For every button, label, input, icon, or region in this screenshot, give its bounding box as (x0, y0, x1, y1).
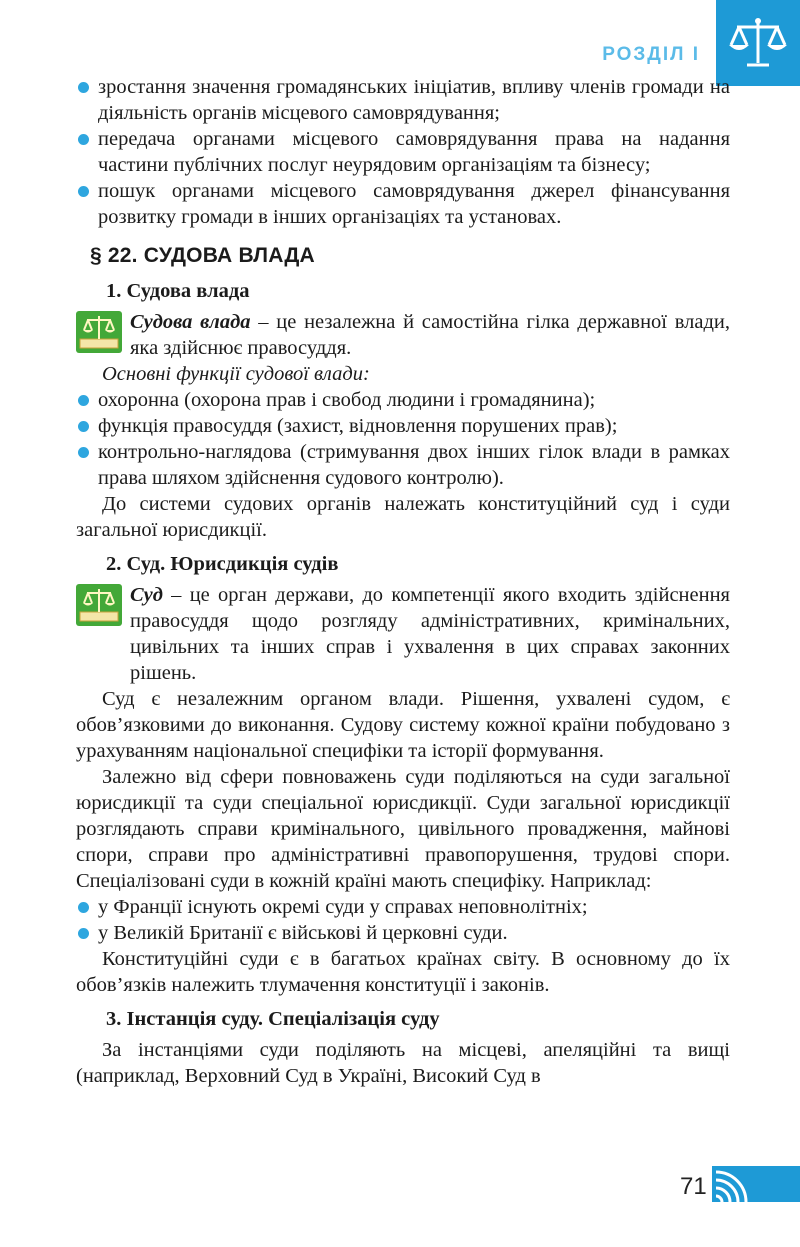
definition-block-court (76, 582, 730, 686)
list-item: зростання значення громадянських ініціатив, впливу членів громади на діяльність органів місцевого самоврядування; (76, 74, 730, 126)
body-paragraph: Суд є незалежним органом влади. Рішення, ухвалені судом, є обов’язковими до виконання. Судову систему кожної країни побудовано з урахуванням національної специфіки та історії формування. (76, 688, 730, 762)
bullet-icon (78, 902, 89, 913)
body-paragraph: До системи судових органів належать конституційний суд і суди загальної юрисдикції. (76, 493, 730, 541)
section-2-title: 2. Суд. Юрисдикція судів (106, 553, 339, 575)
scales-icon (727, 15, 789, 71)
signal-waves-icon (712, 1166, 752, 1202)
body-paragraph: Залежно від сфери повноважень суди поділяються на суди загальної юрисдикції та суди спеціальної юрисдикції. Суди загальної юрисдикції розглядають справи кримінального, цивільного провадження, майнові спори, справи про адміністративні правопорушення, трудові спори. Спеціалізовані суди в кожній країні мають специфіку. Наприклад: (76, 766, 730, 892)
section-1-title: 1. Судова влада (106, 280, 250, 302)
list-item: охоронна (охорона прав і свобод людини і громадянина); (76, 387, 730, 413)
paragraph-title: § 22. СУДОВА ВЛАДА (90, 244, 315, 267)
page-content (76, 74, 730, 1089)
bullet-icon (78, 134, 89, 145)
bullet-icon (78, 928, 89, 939)
definition-text: Судова влада – це незалежна й самостійна гілка державної влади, яка здійснює правосуддя. (130, 311, 730, 359)
list-item: пошук органами місцевого самоврядування джерел фінансування розвитку громади в інших організаціях та установах. (76, 178, 730, 230)
bullet-icon (78, 395, 89, 406)
bullet-icon (78, 82, 89, 93)
definition-scales-icon (76, 311, 122, 353)
body-paragraph: Конституційні суди є в багатьох країнах світу. В основному до їх обов’язків належить тлумачення конституції і законів. (76, 948, 730, 996)
definition-scales-icon (76, 584, 122, 626)
list-item: передача органами місцевого самоврядування права на надання частини публічних послуг неурядовим організаціям та бізнесу; (76, 126, 730, 178)
definition-term: Суд (130, 584, 163, 606)
page-number: 71 (680, 1173, 707, 1200)
definition-term: Судова влада (130, 311, 251, 333)
examples-list (76, 894, 730, 946)
list-item: функція правосуддя (захист, відновлення порушених прав); (76, 413, 730, 439)
functions-list (76, 387, 730, 491)
functions-heading: Основні функції судової влади: (102, 363, 370, 385)
bullet-icon (78, 186, 89, 197)
definition-text: Суд – це орган держави, до компетенції якого входить здійснення правосуддя щодо розгляду адміністративних, кримінальних, цивільних та інших справ і ухвалення в цих справах законних рішень. (130, 584, 730, 684)
section-3-title: 3. Інстанція суду. Спеціалізація суду (106, 1008, 440, 1030)
list-item: у Франції існують окремі суди у справах неповнолітніх; (76, 894, 730, 920)
list-item: контрольно-наглядова (стримування двох інших гілок влади в рамках права шляхом здійснення судового контролю). (76, 439, 730, 491)
intro-bullet-list (76, 74, 730, 230)
bullet-icon (78, 421, 89, 432)
definition-block-judicial-power (76, 309, 730, 361)
bullet-icon (78, 447, 89, 458)
section-label: РОЗДІЛ І (602, 44, 700, 65)
list-item: у Великій Британії є військові й церковні суди. (76, 920, 730, 946)
page-corner-block (712, 1166, 800, 1202)
body-paragraph: За інстанціями суди поділяють на місцеві, апеляційні та вищі (наприклад, Верховний Суд в Україні, Високий Суд в (76, 1039, 730, 1087)
